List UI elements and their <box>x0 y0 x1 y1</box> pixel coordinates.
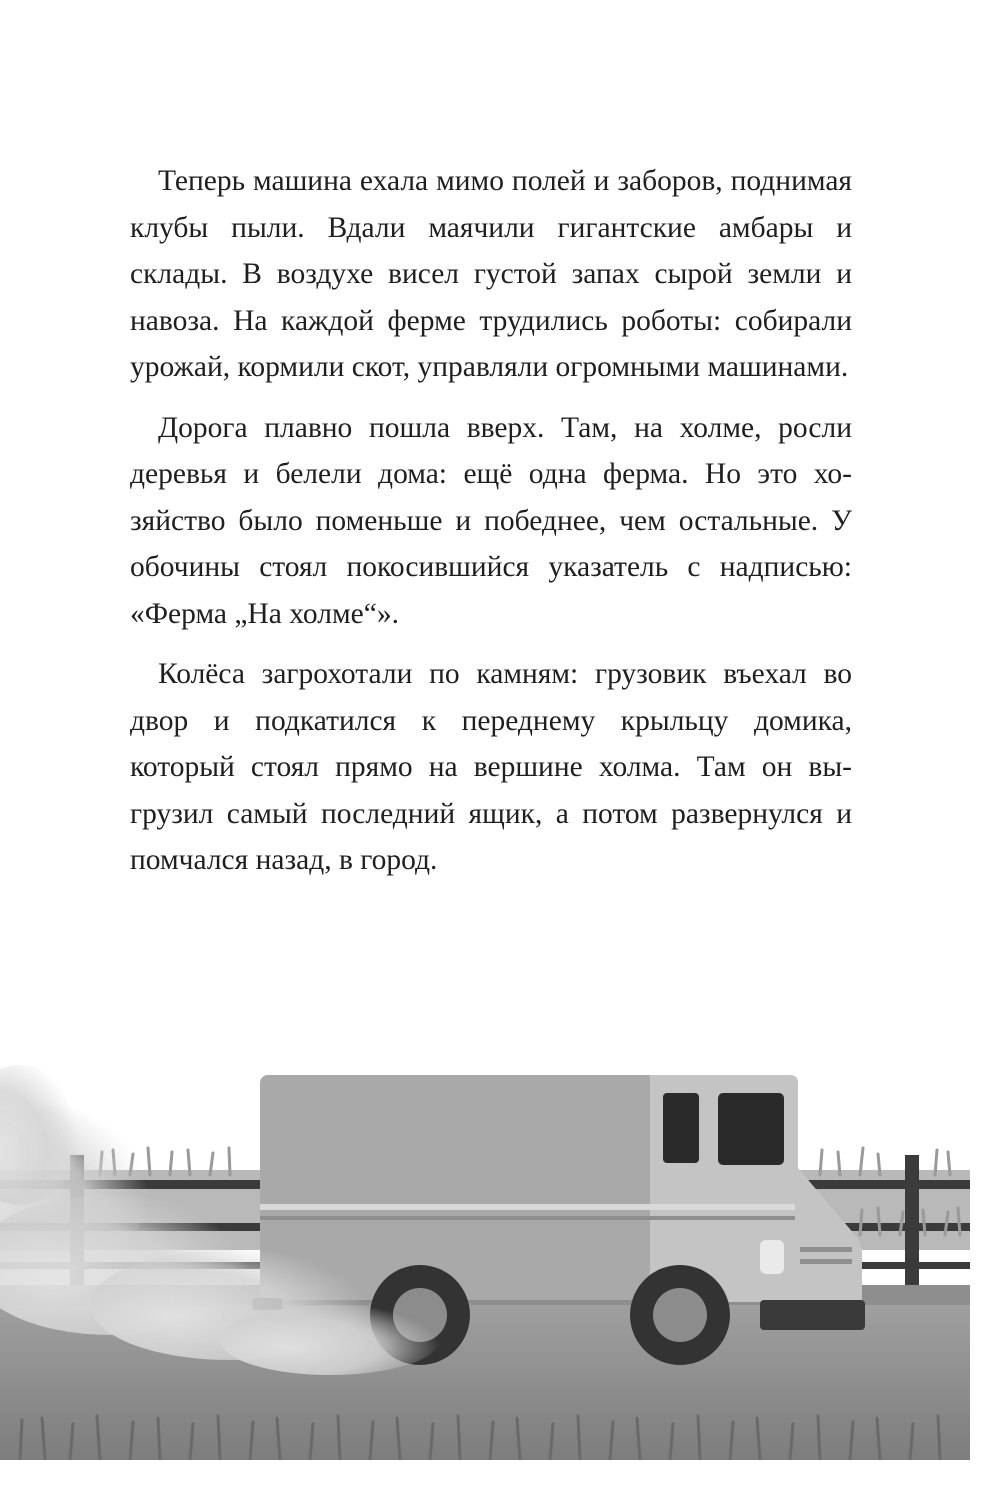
truck-front-bumper <box>760 1300 865 1330</box>
body-text <box>130 158 852 898</box>
paragraph-2: Дорога плавно пошла вверх. Там, на холме, росли деревья и белели дома: ещё одна ферма. Но это хозяйство было поменьше и победнее, чем остальные. У обочины стоял покосившийся указатель с надписью: «Ферма „На холме“». <box>130 411 852 630</box>
truck-windshield <box>718 1093 784 1165</box>
truck-side-window <box>663 1093 699 1163</box>
truck-front-wheel <box>630 1265 730 1365</box>
truck-illustration <box>0 1040 1000 1460</box>
paragraph-1: Теперь машина ехала мимо полей и заборов, поднимая клубы пыли. Вдали маячили гигантские амбары и склады. В воздухе висел густой запах сырой земли и навоза. На каждой ферме трудились роботы: собирали урожай, кормили скот, управляли огромными машинами. <box>130 165 852 383</box>
truck-headlight <box>760 1240 784 1274</box>
paragraph-3: Колёса загрохотали по камням: грузовик въехал во двор и подкатился к переднему крыльцу домика, который стоял прямо на вершине холма. Там он выгрузил самый последний ящик, а потом развернулся и помчался назад, в город. <box>130 658 852 876</box>
